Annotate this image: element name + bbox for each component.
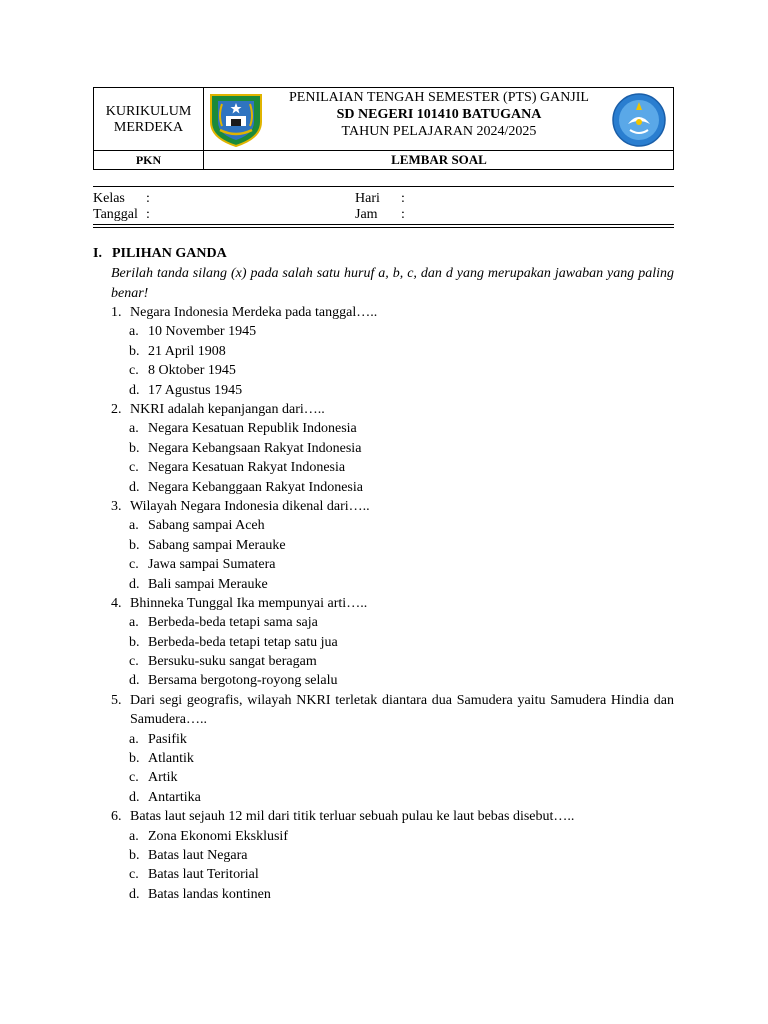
exam-title: PENILAIAN TENGAH SEMESTER (PTS) GANJIL — [289, 90, 589, 105]
class-label: Kelas — [93, 191, 125, 206]
header-table — [93, 87, 674, 170]
answer-option — [93, 671, 674, 690]
sheet-label: LEMBAR SOAL — [391, 152, 487, 167]
option-letter: c. — [129, 460, 139, 476]
option-text: Negara Kesatuan Rakyat Indonesia — [148, 460, 346, 476]
answer-option — [93, 613, 674, 632]
option-text: Berbeda-beda tetapi sama saja — [148, 615, 318, 631]
question-item — [93, 303, 674, 400]
option-letter: d. — [129, 886, 140, 902]
option-text: Sabang sampai Merauke — [148, 537, 286, 553]
day-label: Hari — [355, 191, 380, 206]
option-letter: c. — [129, 867, 139, 883]
answer-option — [93, 865, 674, 884]
class-colon: : — [146, 191, 150, 206]
subject-label: PKN — [135, 153, 162, 167]
tut-wuri-handayani-icon — [608, 92, 670, 148]
question-number: 5. — [111, 692, 122, 708]
option-letter: d. — [129, 576, 140, 592]
question-number: 6. — [111, 809, 122, 825]
option-text: Berbeda-beda tetapi tetap satu jua — [148, 634, 338, 650]
option-letter: a. — [129, 324, 139, 340]
section-number: I. — [93, 246, 102, 261]
divider — [93, 227, 674, 228]
option-letter: d. — [129, 789, 140, 805]
option-letter: a. — [129, 615, 139, 631]
option-text: Artik — [148, 770, 178, 786]
option-text: 17 Agustus 1945 — [148, 382, 243, 398]
question-list — [93, 303, 674, 904]
answer-option — [93, 555, 674, 574]
option-letter: a. — [129, 421, 139, 437]
academic-year: TAHUN PELAJARAN 2024/2025 — [341, 124, 537, 139]
option-text: Batas laut Teritorial — [148, 867, 259, 883]
option-letter: d. — [129, 673, 140, 689]
question-text: Bhinneka Tunggal Ika mempunyai arti….. — [130, 595, 368, 611]
option-letter: b. — [129, 440, 140, 456]
option-letter: b. — [129, 848, 140, 864]
option-text: Pasifik — [148, 731, 187, 747]
answer-option — [93, 885, 674, 904]
option-text: Batas laut Negara — [148, 848, 248, 864]
answer-option — [93, 536, 674, 555]
option-text: 21 April 1908 — [148, 343, 226, 359]
date-colon: : — [146, 207, 150, 222]
option-letter: b. — [129, 537, 140, 553]
answer-option — [93, 633, 674, 652]
time-label: Jam — [355, 207, 378, 222]
option-text: Atlantik — [148, 751, 194, 767]
section-heading — [93, 246, 227, 262]
curriculum-label — [94, 104, 203, 136]
option-text: Zona Ekonomi Eksklusif — [148, 828, 288, 844]
curriculum-line1: KURIKULUM — [105, 104, 192, 119]
option-letter: c. — [129, 770, 139, 786]
option-text: Batas landas kontinen — [148, 886, 271, 902]
option-text: Negara Kesatuan Republik Indonesia — [148, 421, 357, 437]
answer-option — [93, 749, 674, 768]
option-letter: b. — [129, 634, 140, 650]
option-letter: a. — [129, 731, 139, 747]
option-text: Negara Kebangsaan Rakyat Indonesia — [148, 440, 362, 456]
question-item — [93, 691, 674, 807]
day-colon: : — [401, 191, 405, 206]
answer-option — [93, 846, 674, 865]
option-text: Jawa sampai Sumatera — [148, 557, 276, 573]
question-item — [93, 807, 674, 904]
option-letter: c. — [129, 363, 139, 379]
question-item — [93, 497, 674, 594]
answer-option — [93, 730, 674, 749]
question-text: Batas laut sejauh 12 mil dari titik terluar sebuah pulau ke laut bebas disebut….. — [130, 809, 575, 825]
option-letter: c. — [129, 654, 139, 670]
option-letter: d. — [129, 479, 140, 495]
answer-option — [93, 516, 674, 535]
divider — [93, 186, 674, 187]
question-text: Dari segi geografis, wilayah NKRI terletak diantara dua Samudera yaitu Samudera Hindia dan Samudera….. — [130, 692, 674, 728]
divider — [93, 224, 674, 225]
option-text: Bersuku-suku sangat beragam — [148, 654, 317, 670]
question-item — [93, 400, 674, 497]
school-name: SD NEGERI 101410 BATUGANA — [336, 107, 542, 122]
answer-option — [93, 342, 674, 361]
question-number: 4. — [111, 595, 122, 611]
answer-option — [93, 768, 674, 787]
option-text: 10 November 1945 — [148, 324, 257, 340]
option-text: Bersama bergotong-royong selalu — [148, 673, 338, 689]
question-text: Wilayah Negara Indonesia dikenal dari….. — [130, 498, 370, 514]
answer-option — [93, 439, 674, 458]
answer-option — [93, 419, 674, 438]
answer-option — [93, 478, 674, 497]
question-number: 1. — [111, 305, 122, 320]
answer-option — [93, 652, 674, 671]
question-text: NKRI adalah kepanjangan dari….. — [130, 401, 325, 417]
answer-option — [93, 322, 674, 341]
question-text: Negara Indonesia Merdeka pada tanggal….. — [130, 305, 378, 320]
option-letter: a. — [129, 518, 139, 534]
answer-option — [93, 361, 674, 380]
answer-option — [93, 575, 674, 594]
option-text: Bali sampai Merauke — [148, 576, 268, 592]
option-letter: a. — [129, 828, 139, 844]
date-label: Tanggal — [93, 207, 138, 222]
option-letter: b. — [129, 751, 140, 767]
answer-option — [93, 381, 674, 400]
option-letter: b. — [129, 343, 140, 359]
question-number: 3. — [111, 498, 122, 514]
option-text: 8 Oktober 1945 — [148, 363, 236, 379]
option-text: Negara Kebanggaan Rakyat Indonesia — [148, 479, 363, 495]
answer-option — [93, 458, 674, 477]
header-divider — [94, 150, 673, 151]
section-title: PILIHAN GANDA — [111, 246, 227, 261]
answer-option — [93, 827, 674, 846]
option-letter: c. — [129, 557, 139, 573]
question-number: 2. — [111, 401, 122, 417]
section-instruction: Berilah tanda silang (x) pada salah satu huruf a, b, c, dan d yang merupakan jawaban yang paling benar! — [111, 266, 674, 301]
question-item — [93, 594, 674, 691]
curriculum-line2: MERDEKA — [113, 120, 184, 135]
option-text: Sabang sampai Aceh — [148, 518, 265, 534]
option-letter: d. — [129, 382, 140, 398]
time-colon: : — [401, 207, 405, 222]
option-text: Antartika — [148, 789, 201, 805]
answer-option — [93, 788, 674, 807]
